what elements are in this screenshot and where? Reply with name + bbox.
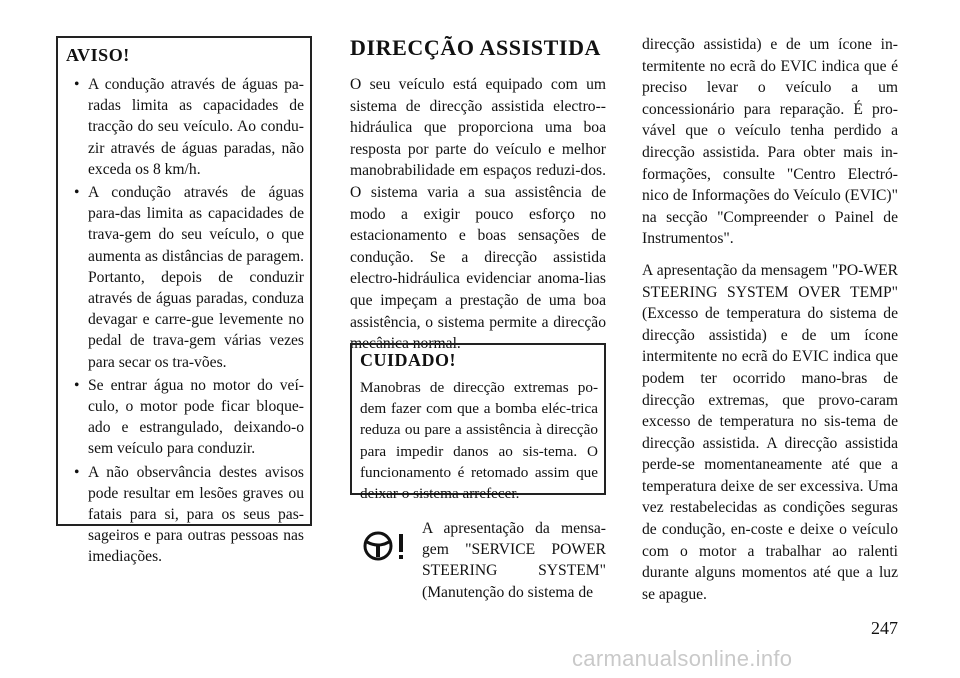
column-3 bbox=[642, 34, 898, 615]
column-2 bbox=[350, 34, 606, 355]
evic-paragraph: direcção assistida) e de um ícone in-termitente no ecrã do EVIC indica que é preciso levar o veículo a um concessionário para reparação. É pro-vável que o veículo tenha perdido a direcção assistida. Para obter mais in-formações, consulte "Centro Electró-nico de Informações do Veículo (EVIC)" na secção "Compreender o Painel de Instrumentos". bbox=[642, 36, 898, 248]
warning-item: • A condução através de águas para-das limita as capacidades de trava-gem do seu veículo, o que aumenta as distâncias de paragem. Portanto, depois de conduzir através de águas paradas, conduza devagar e carre-gue levemente no pedal de trava-gem várias vezes para secar os tra-vões. bbox=[74, 184, 304, 371]
over-temp-paragraph: A apresentação da mensagem "PO-WER STEERING SYSTEM OVER TEMP" (Excesso de temperatura do sistema de direcção assistida) e de um ícone intermitente no ecrã do EVIC indica que podem ter ocorrido mano-bras de direcção extremas, que provo-caram excesso de temperatura no sis-tema de direcção assistida. A direcção assistida perde-se momentaneamente até que a temperatura deixe de ser excessiva. Uma vez restabelecidas as condições seguras de condução, en-coste e deixe o veículo com o motor a trabalhar ao ralenti durante alguns momentos até que a luz se apague. bbox=[642, 261, 898, 603]
warning-item: • Se entrar água no motor do veí-culo, o motor pode ficar bloque-ado e estrangulado, deixando-o sem veículo para conduzir. bbox=[74, 376, 304, 458]
warning-title: AVISO! bbox=[66, 45, 130, 65]
warning-box bbox=[56, 36, 312, 566]
bullet-icon: • bbox=[74, 76, 80, 93]
intro-paragraph: O seu veículo está equipado com um sistema de direcção assistida electro--hidráulica que proporciona uma boa resposta por parte do veículo e melhor manobrabilidade em espaços reduzi-dos. O sistema varia a sua assistência de modo a exigir pouco esforço no estacionamento e boas sensações de condução. Se a direcção assistida electro-hidráulica evidenciar anoma-lias que impeçam a prestação de uma boa assistência, o sistema permite a direcção mecânica normal. bbox=[350, 76, 606, 353]
caution-box bbox=[350, 343, 606, 503]
bullet-icon: • bbox=[74, 463, 80, 481]
bullet-icon: • bbox=[74, 184, 80, 202]
bullet-icon: • bbox=[74, 376, 80, 394]
power-steering-warning-icon bbox=[362, 528, 408, 564]
page-number: 247 bbox=[871, 618, 898, 638]
warning-item: • A não observância destes avisos pode resultar em lesões graves ou fatais para si, para os seus pas-sageiros e para outras pessoas nas imediações. bbox=[74, 463, 304, 566]
watermark: carmanualsonline.info bbox=[572, 646, 793, 671]
warning-list bbox=[66, 74, 304, 568]
caution-text: Manobras de direcção extremas po-dem fazer com que a bomba eléc-trica reduza ou pare a assistência à direcção para impedir danos ao sis-tema. O funcionamento é retomado assim que deixar o sistema arrefecer. bbox=[360, 379, 598, 503]
icon-paragraph: A apresentação da mensa-gem "SERVICE POWER STEERING SYSTEM" (Manutenção do sistema de bbox=[422, 520, 606, 601]
section-title: DIRECÇÃO ASSISTIDA bbox=[350, 35, 602, 60]
warning-item: • A condução através de águas pa-radas limita as capacidades de tracção do seu veículo. Ao condu-zir através de águas paradas, não exceda os 8 km/h. bbox=[74, 76, 304, 178]
caution-title: CUIDADO! bbox=[360, 350, 456, 370]
